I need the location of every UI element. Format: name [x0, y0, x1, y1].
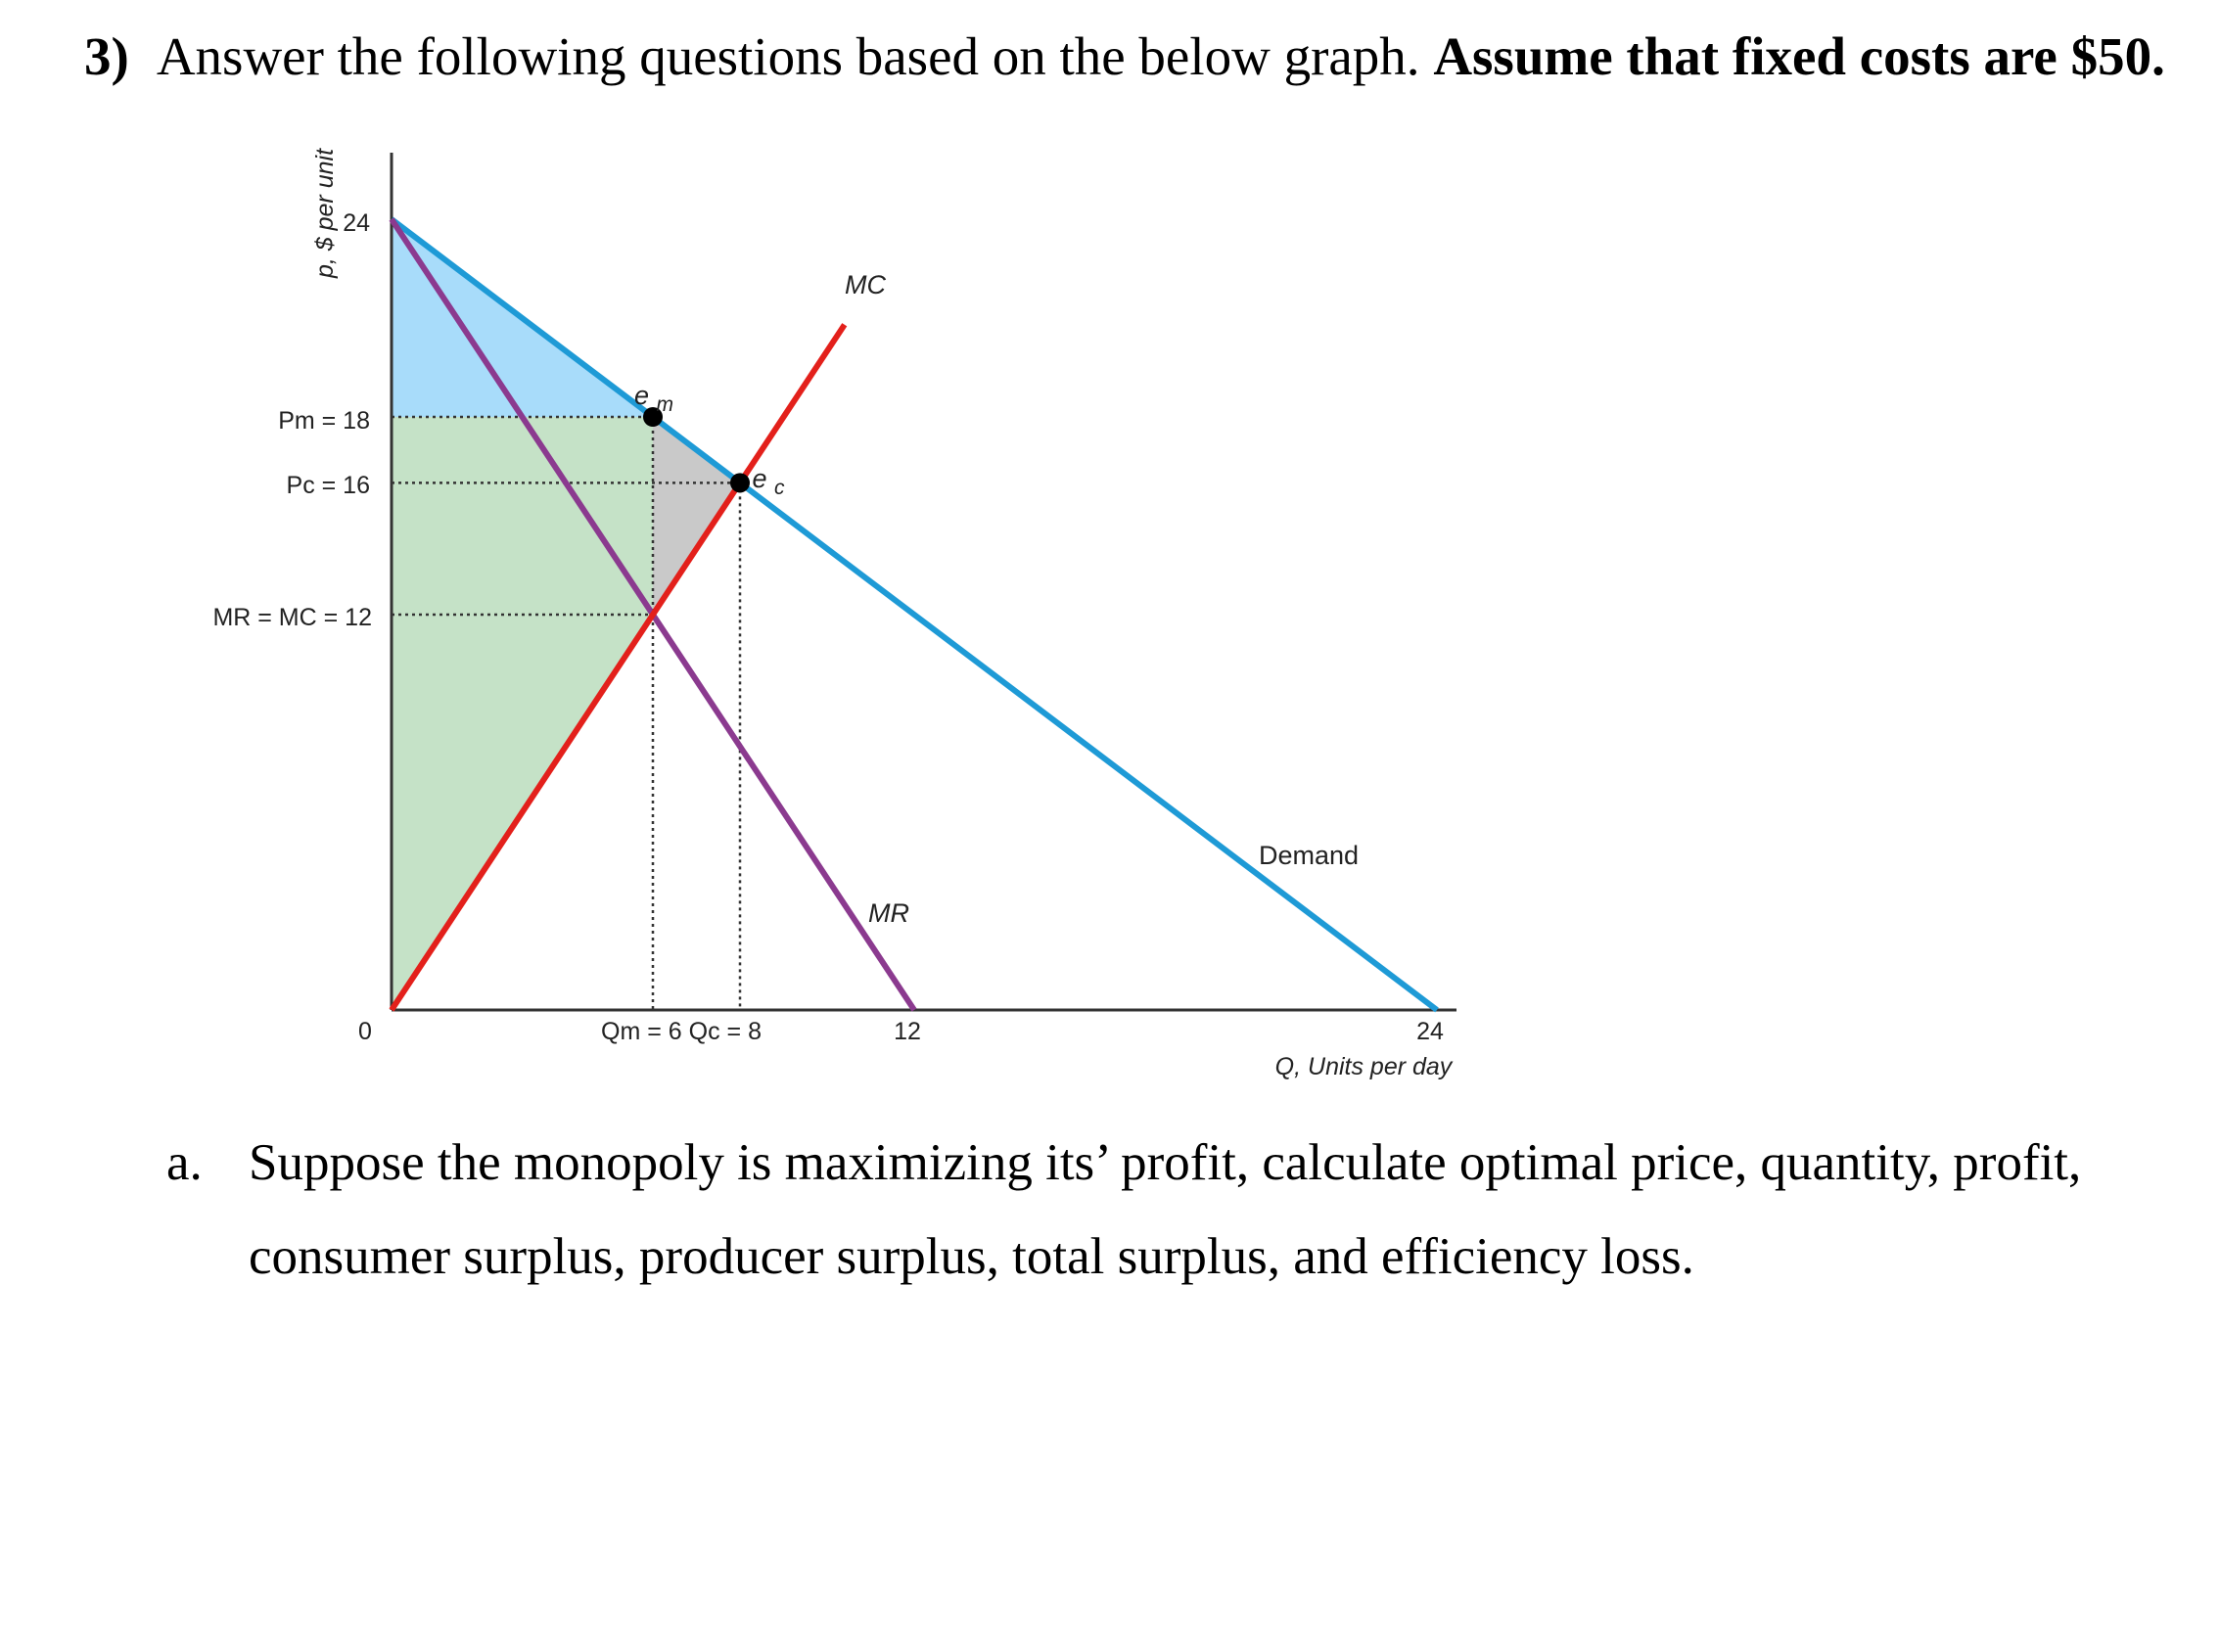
point-label-ec: e $_c$ — [752, 464, 785, 499]
part-a — [166, 1116, 2173, 1304]
x-tick-label-24: 24 — [1416, 1018, 1444, 1045]
demand-curve-label: Demand — [1258, 841, 1360, 870]
price-label-pm: Pm = 18 — [278, 407, 370, 435]
mr-curve-label: MR — [868, 898, 909, 928]
part-a-text: Suppose the monopoly is maximizing its’ profit, calculate optimal price, quantity, profit, consumer surplus, producer surplus, total surplus, and efficiency loss. — [249, 1134, 2082, 1285]
x-tick-label-12: 12 — [894, 1018, 921, 1045]
y-axis-label: p, $ per unit — [311, 148, 339, 279]
x-axis-label: Q, Units per day — [1274, 1053, 1453, 1080]
question-text: Answer the following questions based on the below graph. — [156, 26, 1420, 86]
part-a-label: a. — [166, 1134, 203, 1191]
price-label-pc: Pc = 16 — [286, 472, 370, 499]
point-e-c — [730, 473, 750, 492]
x-tick-label-0: 0 — [358, 1018, 372, 1045]
question-emphasis: Assume that fixed costs are $50. — [1433, 26, 2165, 86]
point-label-em: e $_m$ — [633, 381, 674, 416]
question-number: 3) — [84, 26, 129, 86]
mc-curve-label: MC — [845, 270, 886, 299]
price-label-mr-mc: MR = MC = 12 — [212, 604, 372, 631]
region-producer-surplus — [392, 417, 653, 1010]
quantity-label: Qm = 6 Qc = 8 — [601, 1018, 762, 1045]
y-tick-label-24: 24 — [343, 209, 370, 237]
